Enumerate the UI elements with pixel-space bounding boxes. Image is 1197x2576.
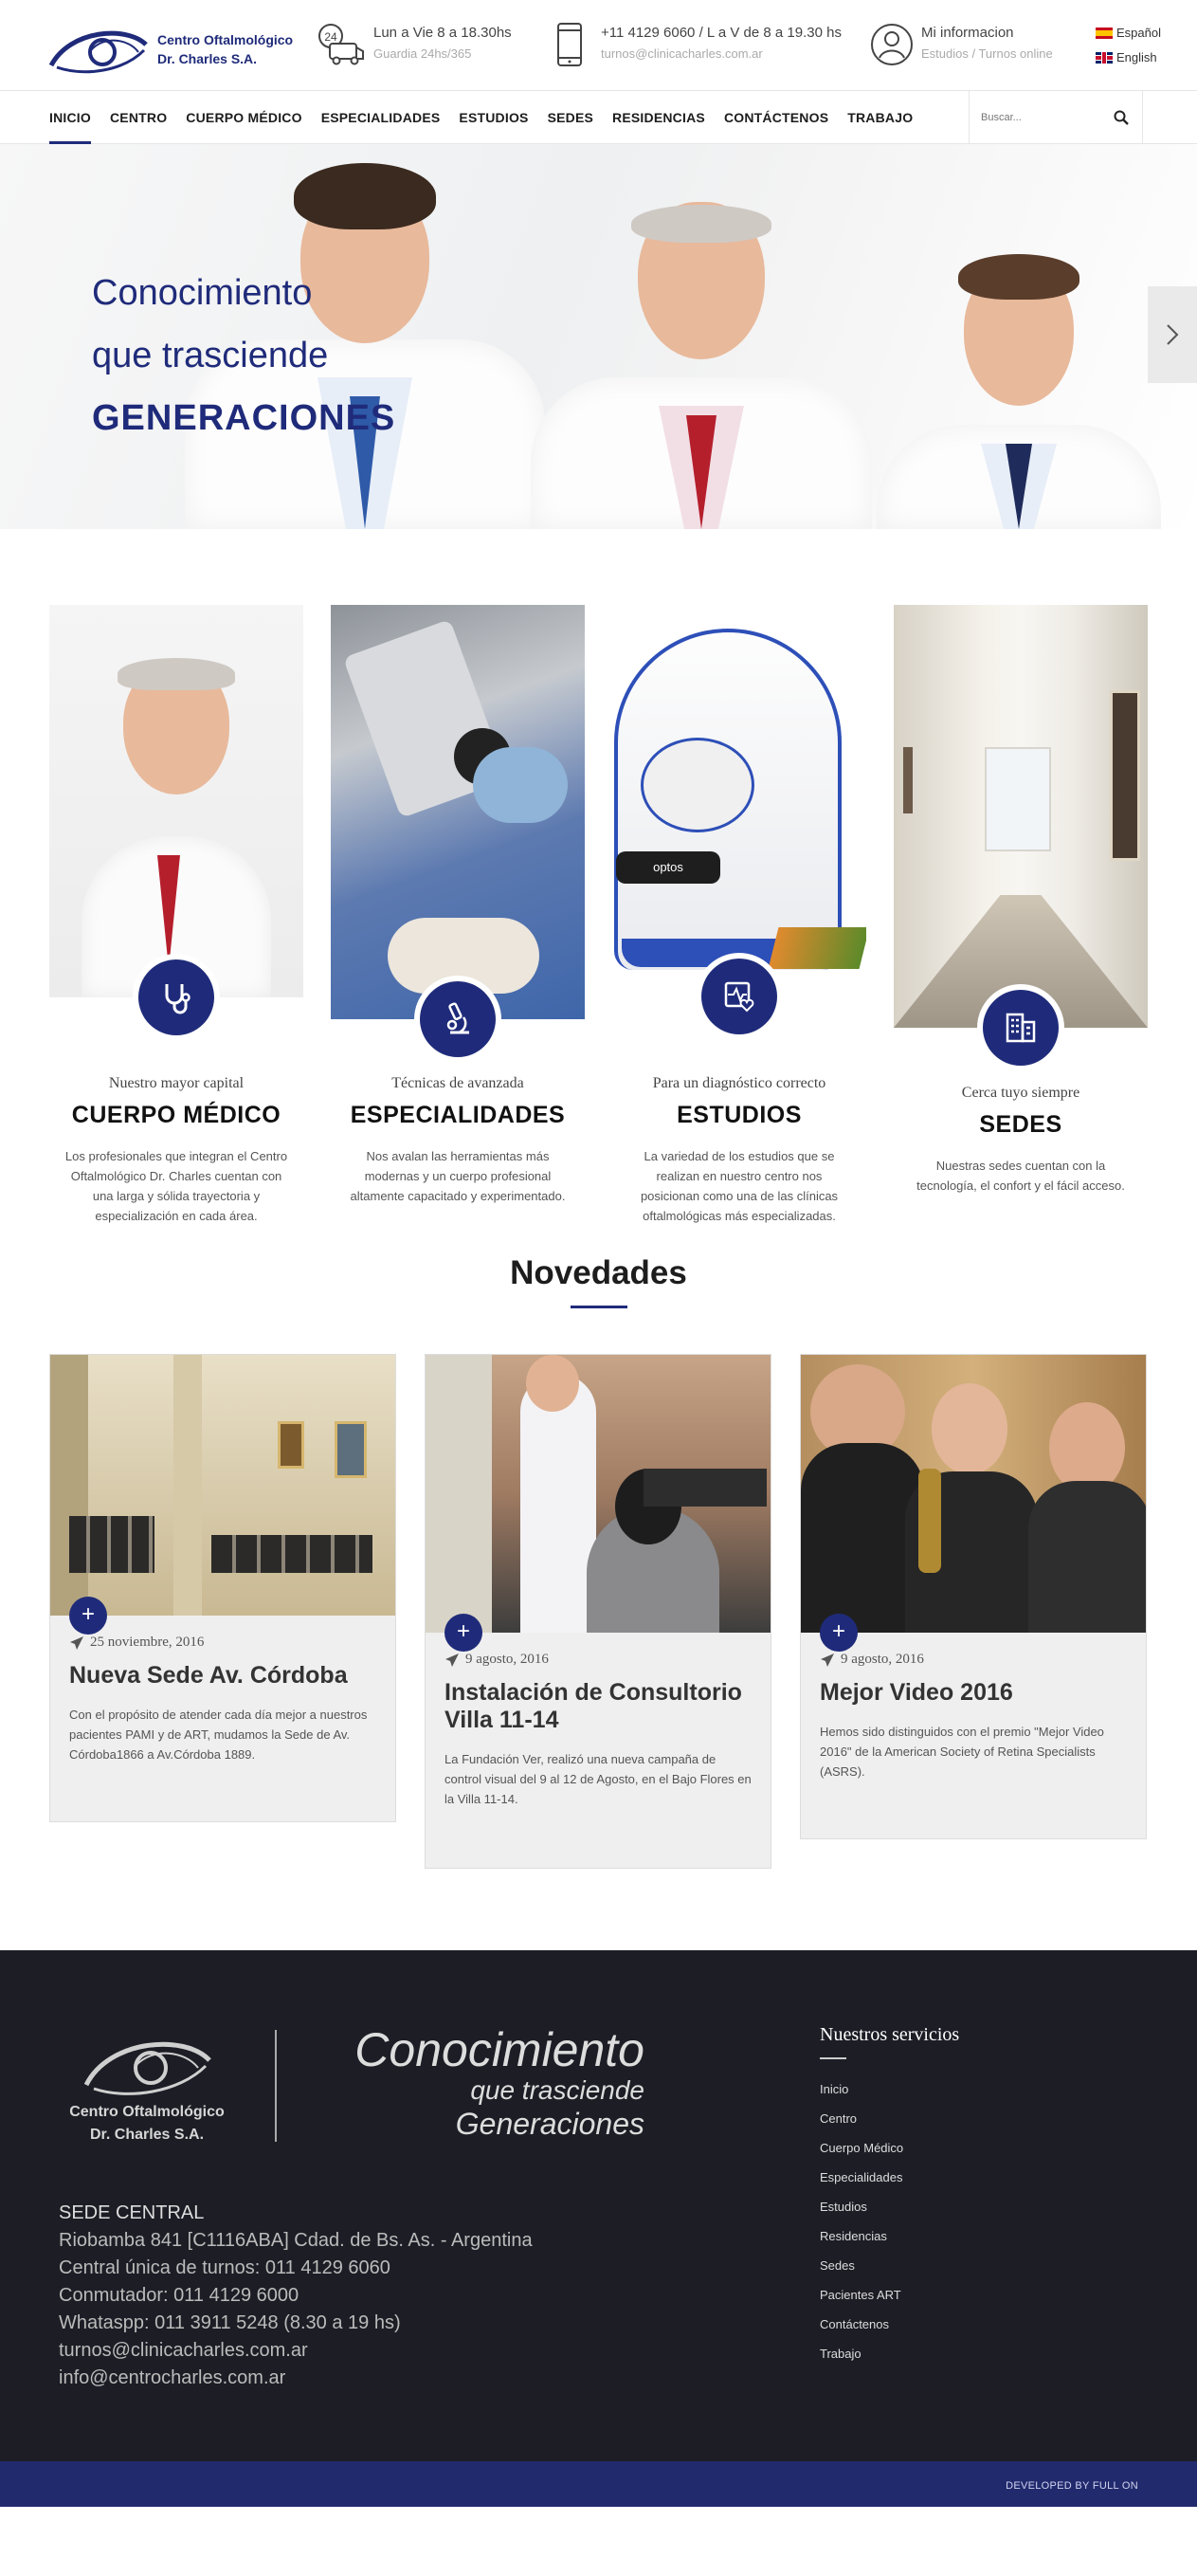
contact-address: Riobamba 841 [C1116ABA] Cdad. de Bs. As. - Argentina xyxy=(59,2230,533,2251)
news-excerpt: Hemos sido distinguidos con el premio "Mejor Video 2016" de la American Society of Retina Specialists (ASRS). xyxy=(820,1725,1104,1779)
developer-credit[interactable]: DEVELOPED BY FULL ON xyxy=(1006,2480,1138,2492)
news-headline[interactable]: Mejor Video 2016 xyxy=(820,1679,1013,1706)
slider-next-button[interactable] xyxy=(1148,286,1197,383)
service-title: SEDES xyxy=(979,1111,1062,1138)
news-date: 25 noviembre, 2016 xyxy=(90,1635,205,1650)
phone-title: +11 4129 6060 / L a V de 8 a 19.30 hs xyxy=(601,25,842,41)
bottom-bar xyxy=(0,2461,1197,2507)
phone-info[interactable] xyxy=(555,23,842,66)
nav-item-contactenos[interactable]: CONTÁCTENOS xyxy=(723,110,829,125)
footer-tag-line-1: Conocimiento xyxy=(354,2023,644,2076)
footer-link-estudios[interactable]: Estudios xyxy=(820,2200,867,2214)
news-image-award xyxy=(801,1355,1146,1633)
footer-link-centro[interactable]: Centro xyxy=(820,2111,858,2126)
account-sub: Estudios / Turnos online xyxy=(921,46,1053,61)
read-more-button[interactable]: + xyxy=(444,1614,482,1652)
doctor-portrait xyxy=(49,605,303,997)
hero-tagline xyxy=(92,262,395,449)
search-icon[interactable] xyxy=(1114,110,1129,125)
contact-email-info[interactable]: info@centrocharles.com.ar xyxy=(59,2367,286,2388)
paper-plane-icon xyxy=(444,1653,460,1668)
hero-line-3: GENERACIONES xyxy=(92,398,396,438)
contact-email-turnos[interactable]: turnos@clinicacharles.com.ar xyxy=(59,2340,308,2361)
main-nav xyxy=(0,90,1197,144)
nav-item-centro[interactable]: CENTRO xyxy=(109,110,168,125)
service-icon-circle xyxy=(133,954,220,1041)
hours-sub: Guardia 24hs/365 xyxy=(373,46,472,61)
service-kicker: Para un diagnóstico correcto xyxy=(652,1075,826,1091)
service-kicker: Cerca tuyo siempre xyxy=(961,1085,1080,1101)
nav-item-sedes[interactable]: SEDES xyxy=(547,110,594,125)
optos-device-photo xyxy=(612,605,866,996)
footer-link-pacientes-art[interactable]: Pacientes ART xyxy=(820,2288,901,2302)
nav-item-cuerpo-medico[interactable]: CUERPO MÉDICO xyxy=(186,110,302,125)
eye-logo-icon xyxy=(81,2034,213,2096)
hero-line-1: Conocimiento xyxy=(92,273,313,313)
footer-link-residencias[interactable]: Residencias xyxy=(820,2229,887,2243)
footer-tagline xyxy=(303,2024,644,2142)
service-text: Nuestras sedes cuentan con la tecnología, el confort y el fácil acceso. xyxy=(916,1159,1125,1193)
news-headline[interactable]: Nueva Sede Av. Córdoba xyxy=(69,1662,348,1689)
optos-brand-mark: optos xyxy=(616,851,720,884)
news-excerpt: La Fundación Ver, realizó una nueva campaña de control visual del 9 al 12 de Agosto, en el Bajo Flores en la Villa 11-14. xyxy=(444,1752,752,1806)
services-section xyxy=(0,529,1197,1254)
service-card-sedes[interactable] xyxy=(894,605,1148,1196)
mobile-phone-icon xyxy=(555,23,584,66)
footer-divider xyxy=(275,2030,277,2142)
hallway-photo xyxy=(894,605,1148,1028)
contact-whatsapp: Whataspp: 011 3911 5248 (8.30 a 19 hs) xyxy=(59,2312,401,2333)
news-date: 9 agosto, 2016 xyxy=(841,1652,924,1667)
contact-central-phone: Central única de turnos: 011 4129 6060 xyxy=(59,2257,390,2278)
footer-services-title: Nuestros servicios xyxy=(820,2024,960,2045)
site-logo[interactable] xyxy=(47,24,293,75)
heart-monitor-icon xyxy=(720,977,758,1015)
read-more-button[interactable]: + xyxy=(69,1597,107,1635)
news-card[interactable] xyxy=(800,1354,1147,1839)
contact-switchboard: Conmutador: 011 4129 6000 xyxy=(59,2285,299,2306)
nav-item-especialidades[interactable]: ESPECIALIDADES xyxy=(320,110,441,125)
news-image-eye-exam xyxy=(426,1355,771,1633)
footer-link-especialidades[interactable]: Especialidades xyxy=(820,2170,903,2184)
search-input[interactable] xyxy=(981,108,1104,127)
footer-logo-line-2: Dr. Charles S.A. xyxy=(89,2127,205,2143)
service-kicker: Nuestro mayor capital xyxy=(108,1075,245,1091)
footer-link-contactenos[interactable]: Contáctenos xyxy=(820,2317,889,2331)
nav-item-residencias[interactable]: RESIDENCIAS xyxy=(612,110,705,125)
hours-title: Lun a Vie 8 a 18.30hs xyxy=(373,25,512,41)
search-box xyxy=(969,91,1143,144)
footer-contact xyxy=(59,2200,533,2392)
surgery-photo xyxy=(331,605,585,1019)
footer-link-trabajo[interactable]: Trabajo xyxy=(820,2347,861,2361)
eye-logo-icon xyxy=(47,24,150,75)
uk-flag-icon xyxy=(1096,52,1113,64)
news-headline[interactable]: Instalación de Consultorio Villa 11-14 xyxy=(444,1679,742,1733)
nav-item-estudios[interactable]: ESTUDIOS xyxy=(459,110,529,125)
news-title: Novedades xyxy=(510,1254,687,1291)
phone-email[interactable]: turnos@clinicacharles.com.ar xyxy=(601,46,763,61)
service-kicker: Técnicas de avanzada xyxy=(391,1075,524,1091)
footer-services-rule xyxy=(820,2057,846,2059)
account-info[interactable] xyxy=(870,23,1053,66)
spain-flag-icon xyxy=(1096,27,1113,39)
footer-link-inicio[interactable]: Inicio xyxy=(820,2082,849,2096)
nav-item-inicio[interactable]: INICIO xyxy=(49,91,91,144)
footer-logo-line-1: Centro Oftalmológico xyxy=(69,2104,225,2120)
news-date: 9 agosto, 2016 xyxy=(465,1652,549,1667)
microscope-icon xyxy=(439,1000,477,1038)
doctor-photo-2 xyxy=(531,178,872,529)
logo-line-2: Dr. Charles S.A. xyxy=(157,51,258,66)
site-footer xyxy=(0,1950,1197,2461)
top-bar xyxy=(0,0,1197,90)
read-more-button[interactable]: + xyxy=(820,1614,858,1652)
building-icon xyxy=(1002,1009,1040,1047)
service-icon-circle xyxy=(977,984,1064,1071)
service-card-estudios[interactable] xyxy=(612,605,866,1226)
news-image-waiting-room xyxy=(50,1355,395,1616)
language-switcher xyxy=(1096,21,1161,70)
service-card-cuerpo-medico[interactable] xyxy=(49,605,303,1226)
logo-line-1: Centro Oftalmológico xyxy=(157,32,294,47)
service-icon-circle xyxy=(414,976,501,1063)
footer-logo[interactable] xyxy=(57,2034,237,2147)
news-card[interactable] xyxy=(49,1354,396,1822)
paper-plane-icon xyxy=(69,1635,84,1651)
account-title: Mi informacion xyxy=(921,25,1014,41)
doctor-photo-3 xyxy=(877,245,1161,529)
ambulance-24h-icon xyxy=(317,23,366,66)
lang-spanish[interactable]: Español xyxy=(1096,21,1161,46)
footer-tag-line-2: que trasciende xyxy=(470,2075,644,2105)
badge-24: 24 xyxy=(324,30,337,44)
news-card[interactable] xyxy=(425,1354,771,1869)
stethoscope-icon xyxy=(157,978,195,1016)
service-text: Nos avalan las herramientas más modernas y un cuerpo profesional altamente capacitado y experimentado. xyxy=(350,1149,566,1203)
hours-info xyxy=(317,23,512,66)
footer-link-cuerpo-medico[interactable]: Cuerpo Médico xyxy=(820,2141,904,2155)
chevron-right-icon xyxy=(1166,323,1179,346)
news-section xyxy=(0,1254,1197,1950)
footer-services xyxy=(820,2024,959,2368)
footer-link-sedes[interactable]: Sedes xyxy=(820,2258,855,2273)
service-card-especialidades[interactable] xyxy=(331,605,585,1206)
service-title: ESTUDIOS xyxy=(677,1102,802,1128)
hero-slider xyxy=(0,144,1197,529)
hero-line-2: que trasciende xyxy=(92,336,329,375)
footer-tag-line-3: Generaciones xyxy=(455,2107,644,2141)
paper-plane-icon xyxy=(820,1653,835,1668)
contact-heading: SEDE CENTRAL xyxy=(59,2202,205,2223)
nav-item-trabajo[interactable]: TRABAJO xyxy=(847,110,914,125)
news-excerpt: Con el propósito de atender cada día mejor a nuestros pacientes PAMI y de ART, mudamos la Sede de Av. Córdoba1866 a Av.Córdoba 1889. xyxy=(69,1708,368,1762)
user-account-icon xyxy=(870,23,914,66)
lang-english[interactable]: English xyxy=(1096,46,1161,70)
service-title: CUERPO MÉDICO xyxy=(71,1102,281,1128)
service-text: La variedad de los estudios que se realizan en nuestro centro nos posicionan como una de las clínicas oftalmológicas más especializadas. xyxy=(640,1149,839,1223)
news-grid xyxy=(0,1308,1197,1950)
service-icon-circle xyxy=(696,953,783,1040)
service-title: ESPECIALIDADES xyxy=(350,1102,566,1128)
service-text: Los profesionales que integran el Centro Oftalmológico Dr. Charles cuentan con una larga y sólida trayectoria y especialización en cada área. xyxy=(64,1149,288,1223)
